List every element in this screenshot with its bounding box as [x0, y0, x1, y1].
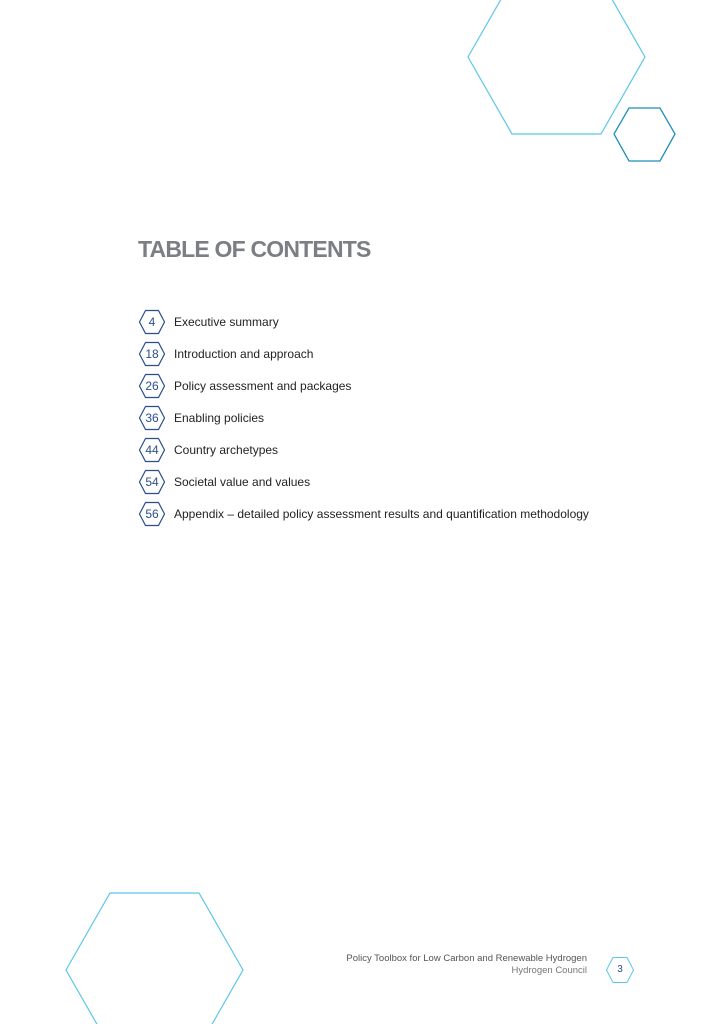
page-footer	[346, 953, 587, 977]
toc-page-number: 56	[145, 507, 159, 521]
toc-item-label: Societal value and values	[174, 475, 311, 489]
toc-page-number: 44	[145, 443, 159, 457]
hexagon-bottom-large-icon	[66, 893, 243, 1024]
hexagon-badge-icon	[138, 501, 166, 527]
page-title: TABLE OF CONTENTS	[138, 236, 371, 262]
hexagon-top-small-icon	[614, 108, 675, 161]
page-number: 3	[617, 964, 623, 975]
toc-page-number: 18	[145, 347, 159, 361]
hexagon-badge-icon	[138, 469, 166, 495]
toc-item-label: Enabling policies	[174, 411, 265, 425]
hexagon-badge-icon	[138, 437, 166, 463]
toc-page-number: 4	[148, 315, 156, 329]
footer-organization: Hydrogen Council	[511, 965, 587, 976]
toc-page-number: 26	[145, 379, 159, 393]
toc-item-label: Appendix – detailed policy assessment results and quantification methodology	[174, 507, 589, 521]
hexagon-badge-icon	[138, 405, 166, 431]
hexagon-badge-icon	[138, 341, 166, 367]
hexagon-badge-icon	[138, 309, 166, 335]
toc-item-label: Policy assessment and packages	[174, 379, 352, 393]
page-number-badge	[605, 956, 635, 984]
toc-item-label: Introduction and approach	[174, 347, 314, 361]
toc-item-label: Executive summary	[174, 315, 279, 329]
toc-page-number: 36	[145, 411, 159, 425]
hexagon-top-large-icon	[468, 0, 645, 134]
footer-document-title: Policy Toolbox for Low Carbon and Renewable Hydrogen	[346, 953, 587, 964]
toc-item-label: Country archetypes	[174, 443, 279, 457]
toc-page-number: 54	[145, 475, 159, 489]
hexagon-badge-icon	[138, 373, 166, 399]
